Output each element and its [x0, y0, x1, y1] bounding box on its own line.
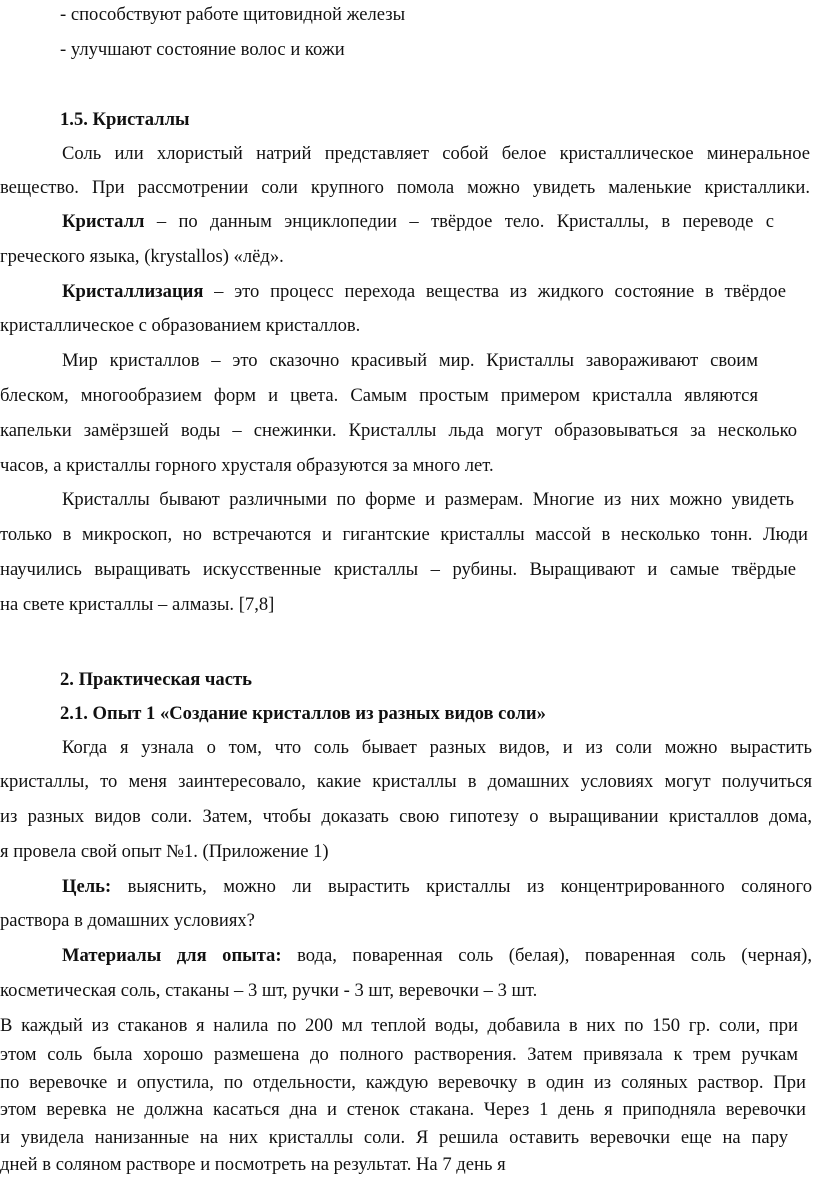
- paragraph-text: вода, поваренная соль (белая), поваренная соль (черная),: [281, 945, 812, 966]
- paragraph-line: только в микроскоп, но встречаются и гигантские кристаллы массой в несколько тонн. Люди: [0, 524, 808, 545]
- term-highlight: Кристаллизация: [62, 281, 204, 302]
- list-item: - улучшают состояние волос и кожи: [60, 39, 345, 60]
- paragraph-line: я провела свой опыт №1. (Приложение 1): [0, 841, 329, 862]
- paragraph-line: блеском, многообразием форм и цвета. Самым простым примером кристалла являются: [0, 385, 758, 406]
- paragraph-line: и увидела нанизанные на них кристаллы соли. Я решила оставить веревочки еще на пару: [0, 1127, 788, 1148]
- paragraph-line: этом соль была хорошо размешена до полного растворения. Затем привязала к трем ручкам: [0, 1044, 798, 1065]
- section-heading: 2. Практическая часть: [60, 669, 252, 690]
- paragraph-line: из разных видов соли. Затем, чтобы доказать свою гипотезу о выращивании кристаллов дома,: [0, 806, 812, 827]
- paragraph-line: [62, 947, 812, 966]
- paragraph-line: Соль или хлористый натрий представляет собой белое кристаллическое минеральное: [62, 143, 810, 164]
- paragraph-line: раствора в домашних условиях?: [0, 910, 255, 931]
- section-heading: 1.5. Кристаллы: [60, 109, 190, 130]
- paragraph-line: этом веревка не должна касаться дна и стенок стакана. Через 1 день я приподняла веревочки: [0, 1099, 806, 1120]
- paragraph-line: [62, 213, 774, 232]
- term-highlight: Материалы для опыта:: [62, 945, 282, 966]
- term-highlight: Кристалл: [62, 211, 145, 232]
- subsection-heading: 2.1. Опыт 1 «Создание кристаллов из разных видов соли»: [60, 703, 546, 724]
- paragraph-line: кристаллическое с образованием кристаллов.: [0, 315, 361, 336]
- paragraph-text: – по данным энциклопедии – твёрдое тело. Кристаллы, в переводе с: [144, 211, 774, 232]
- paragraph-line: по веревочке и опустила, по отдельности, каждую веревочку в один из соляных раствор. При: [0, 1072, 806, 1093]
- paragraph-line: косметическая соль, стаканы – 3 шт, ручки - 3 шт, веревочки – 3 шт.: [0, 980, 538, 1001]
- term-highlight: Цель:: [62, 876, 112, 897]
- paragraph-line: [62, 878, 812, 897]
- paragraph-text: выяснить, можно ли вырастить кристаллы из концентрированного соляного: [111, 876, 812, 897]
- paragraph-line: В каждый из стаканов я налила по 200 мл теплой воды, добавила в них по 150 гр. соли, при: [0, 1015, 798, 1036]
- paragraph-line: часов, а кристаллы горного хрусталя образуются за много лет.: [0, 455, 494, 476]
- paragraph-text: – это процесс перехода вещества из жидкого состояние в твёрдое: [203, 281, 786, 302]
- paragraph-line: [62, 283, 786, 302]
- paragraph-line: вещество. При рассмотрении соли крупного помола можно увидеть маленькие кристаллики.: [0, 177, 810, 198]
- citation-reference: [7,8]: [234, 594, 275, 615]
- paragraph-text: на свете кристаллы – алмазы.: [0, 594, 235, 615]
- paragraph-line: греческого языка, (krystallos) «лёд».: [0, 246, 284, 267]
- paragraph-line: дней в соляном растворе и посмотреть на результат. На 7 день я: [0, 1154, 506, 1175]
- paragraph-line: Мир кристаллов – это сказочно красивый мир. Кристаллы завораживают своим: [62, 350, 758, 371]
- paragraph-line: [0, 596, 816, 615]
- paragraph-line: кристаллы, то меня заинтересовало, какие кристаллы в домашних условиях могут получиться: [0, 771, 812, 792]
- paragraph-line: Кристаллы бывают различными по форме и размерам. Многие из них можно увидеть: [62, 489, 794, 510]
- list-item: - способствуют работе щитовидной железы: [60, 4, 406, 25]
- paragraph-line: научились выращивать искусственные кристаллы – рубины. Выращивают и самые твёрдые: [0, 559, 796, 580]
- paragraph-line: Когда я узнала о том, что соль бывает разных видов, и из соли можно вырастить: [62, 737, 812, 758]
- paragraph-line: капельки замёрзшей воды – снежинки. Кристаллы льда могут образовываться за несколько: [0, 420, 797, 441]
